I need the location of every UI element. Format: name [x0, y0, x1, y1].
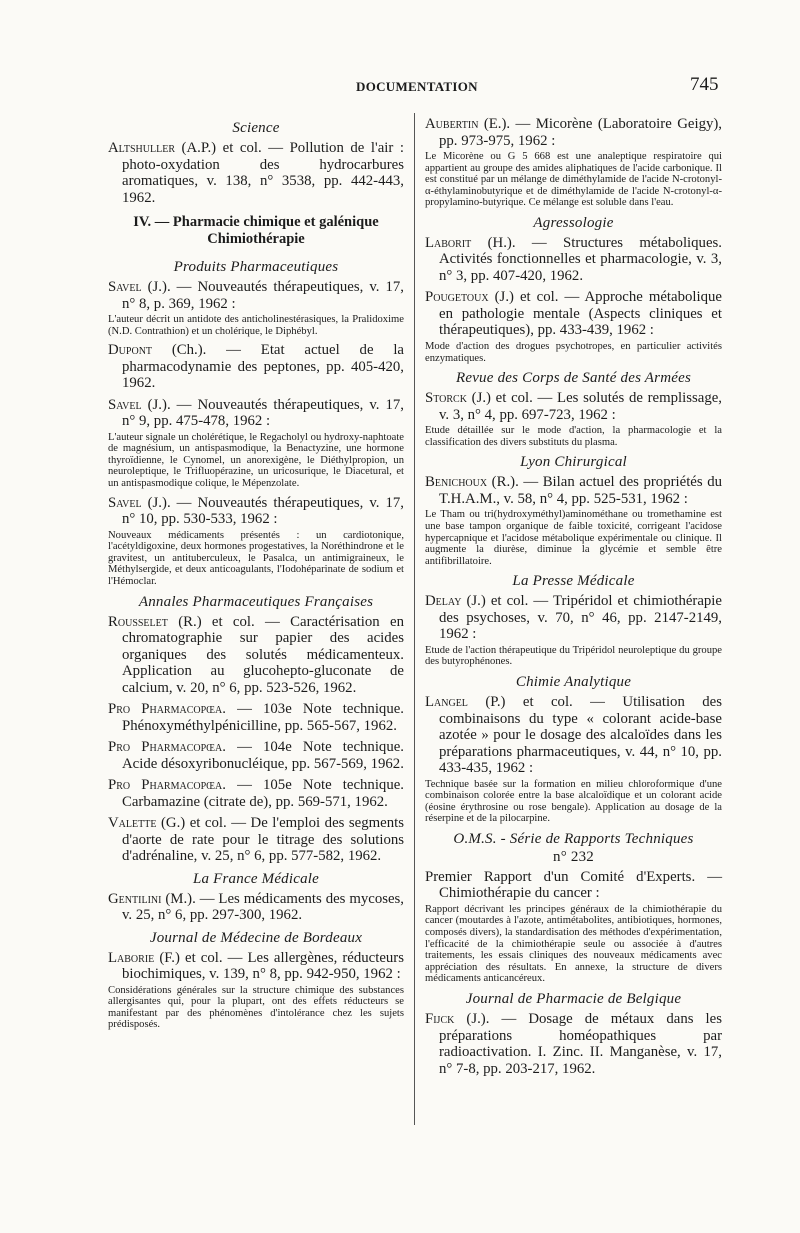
- journal-heading: Science: [232, 120, 280, 136]
- bibliography-entry: [425, 694, 722, 825]
- citation-text: (M.). — Les médicaments des mycoses, v. 25, n° 6, pp. 297-300, 1962.: [122, 890, 404, 924]
- journal-heading: Produits Pharmaceutiques: [173, 259, 339, 275]
- citation-text: (J.). — Nouveautés thérapeutiques, v. 17, n° 9, pp. 475-478, 1962 :: [122, 396, 404, 430]
- citation: [108, 614, 404, 697]
- citation: Premier Rapport d'un Comité d'Experts. — Chimiothérapie du cancer :: [425, 868, 722, 902]
- abstract: Mode d'action des drogues psychotropes, en particulier activités enzymatiques.: [425, 340, 722, 364]
- bibliography-entry: [425, 289, 722, 364]
- bibliography-entry: [108, 777, 404, 810]
- journal-heading: La France Médicale: [192, 870, 320, 887]
- bibliography-entry: [108, 950, 404, 1031]
- citation: [108, 891, 404, 924]
- bibliography-entry: [108, 815, 404, 865]
- abstract: L'auteur décrit un antidote des anticholinestérasiques, la Pralidoxime (N.D. Contrathion) et un cholérique, le Diphébyl.: [108, 314, 404, 337]
- citation-text: (J.) et col. — Approche métabolique en pathologie mentale (Aspects cliniques et thérapeutiques), pp. 433-439, 1962 :: [439, 289, 722, 339]
- abstract: Etude détaillée sur le mode d'action, la pharmacologie et la classification des divers substituts du plasma.: [425, 425, 722, 448]
- author-name: Altshuller: [108, 140, 175, 156]
- author-name: Savel: [108, 279, 142, 295]
- citation-text: (H.). — Structures métaboliques. Activités fonctionnelles et pharmacologie, v. 3, n° 3, pp. 407-420, 1962.: [439, 234, 722, 284]
- author-name: Langel: [425, 694, 468, 710]
- journal-heading-line: n° 232: [553, 848, 594, 865]
- citation: [425, 289, 722, 339]
- citation: [108, 342, 404, 392]
- abstract: Etude de l'action thérapeutique du Tripéridol neuroleptique du groupe des butyrophénones.: [425, 644, 722, 668]
- section-title-line: IV. — Pharmacie chimique et galénique: [133, 214, 379, 230]
- page-number: 745: [690, 74, 719, 95]
- citation: [425, 116, 722, 149]
- author-name: Benichoux: [425, 474, 488, 491]
- journal-heading-line: O.M.S. - Série de Rapports Techniques: [453, 830, 694, 847]
- bibliography-entry: [425, 1011, 722, 1077]
- citation: [425, 235, 722, 285]
- citation-text: (J.) et col. — Tripéridol et chimiothérapie des psychoses, v. 70, n° 46, pp. 2147-2149, 1962 :: [439, 593, 722, 643]
- citation-text: (P.) et col. — Utilisation des combinaisons du type « colorant acide-base azotée » pour le dosage des alcaloïdes dans les préparations pharmaceutiques, v. 44, n° 10, pp. 433-435, 1962 :: [439, 694, 722, 776]
- citation: [425, 1011, 722, 1077]
- author-name: Aubertin: [425, 116, 479, 132]
- author-name: Pro Pharmacopœa: [108, 777, 223, 794]
- bibliography-entry: [108, 614, 404, 697]
- citation: [108, 950, 404, 983]
- author-name: Savel: [108, 494, 142, 511]
- citation: [425, 593, 722, 643]
- bibliography-entry: [108, 739, 404, 772]
- author-name: Gentilini: [108, 890, 162, 907]
- bibliography-entry: [108, 342, 404, 392]
- citation: [108, 815, 404, 865]
- citation-text: . — 105e Note technique. Carbamazine (citrate de), pp. 569-571, 1962.: [122, 777, 404, 810]
- bibliography-entry: [425, 474, 722, 567]
- bibliography-entry: [425, 593, 722, 668]
- page-header: [0, 76, 800, 100]
- citation: [425, 694, 722, 777]
- citation-text: (A.P.) et col. — Pollution de l'air : photo-oxydation des hydrocarbures aromatiques, v. 138, n° 3538, pp. 442-443, 1962.: [122, 140, 404, 206]
- journal-heading: Chimie Analytique: [515, 674, 632, 690]
- citation-text: (J.). — Nouveautés thérapeutiques, v. 17, n° 8, p. 369, 1962 :: [122, 279, 404, 312]
- bibliography-entry: [108, 279, 404, 337]
- citation-text: (F.) et col. — Les allergènes, réducteurs biochimiques, v. 139, n° 8, pp. 942-950, 1962 :: [122, 949, 404, 983]
- citation-text: (R.). — Bilan actuel des propriétés du T.H.A.M., v. 58, n° 4, pp. 525-531, 1962 :: [439, 474, 722, 507]
- citation-text: . — 103e Note technique. Phénoxyméthylpénicilline, pp. 565-567, 1962.: [122, 701, 404, 734]
- column-divider: [414, 113, 415, 1125]
- citation: [108, 279, 404, 312]
- author-name: Dupont: [108, 342, 153, 359]
- author-name: Storck: [425, 390, 467, 407]
- journal-heading: Annales Pharmaceutiques Françaises: [138, 593, 374, 610]
- citation-text: (J.). — Nouveautés thérapeutiques, v. 17, n° 10, pp. 530-533, 1962 :: [122, 494, 404, 528]
- bibliography-entry: [425, 390, 722, 448]
- author-name: Rousselet: [108, 613, 168, 630]
- author-name: Pro Pharmacopœa: [108, 701, 223, 718]
- citation: [108, 739, 404, 772]
- citation-text: (Ch.). — Etat actuel de la pharmacodynamie des peptones, pp. 405-420, 1962.: [122, 342, 404, 392]
- bibliography-entry: [108, 495, 404, 588]
- journal-heading: La Presse Médicale: [512, 573, 635, 590]
- journal-heading: Journal de Pharmacie de Belgique: [465, 991, 682, 1008]
- author-name: Savel: [108, 396, 142, 413]
- journal-heading: Lyon Chirurgical: [520, 454, 627, 471]
- citation: [425, 390, 722, 423]
- journal-heading: [425, 830, 722, 866]
- author-name: Delay: [425, 593, 462, 610]
- citation-text: . — 104e Note technique. Acide désoxyribonucléique, pp. 567-569, 1962.: [122, 739, 404, 772]
- journal-heading: Journal de Médecine de Bordeaux: [149, 929, 363, 946]
- bibliography-entry: [108, 397, 404, 490]
- journal-heading: Revue des Corps de Santé des Armées: [455, 370, 691, 387]
- author-name: Laborie: [108, 949, 155, 966]
- author-name: Valette: [108, 815, 157, 832]
- author-name: Laborit: [425, 234, 472, 251]
- citation-text: (G.) et col. — De l'emploi des segments d'aorte de rate pour le titrage des solutions d'adrénaline, v. 25, n° 6, pp. 577-582, 1962.: [122, 815, 404, 865]
- citation: [108, 701, 404, 734]
- citation-text: (R.) et col. — Caractérisation en chromatographie sur papier des acides organiques des solutés médicamenteux. Application au glucohepto-gluconate de calcium, v. 20, n° 6, pp. 523-526, 1962.: [122, 613, 404, 696]
- abstract: L'auteur signale un cholérétique, le Regacholyl ou hydroxy-naphtoate de magnésium, un antispasmodique, la Benactyzine, une hormone thyroïdienne, le Cynomel, un anorexigène, le Diéthylpropion, un neuroleptique, le Trifluopérazine, un uricosurique, le Diacetural, et un antispasmodique colique, le Mépenzolate.: [108, 431, 404, 490]
- bibliography-entry: [108, 891, 404, 924]
- journal-heading: Agressologie: [533, 214, 614, 231]
- bibliography-entry: [425, 235, 722, 285]
- author-name: Fijck: [425, 1011, 455, 1028]
- bibliography-entry: [425, 869, 722, 985]
- right-column: [425, 116, 722, 1082]
- citation: [108, 140, 404, 206]
- citation-text: (J.). — Dosage de métaux dans les préparations homéopathiques par radioactivation. I. Zinc. II. Manganèse, v. 17, n° 7-8, pp. 203-217, 1962.: [439, 1011, 722, 1077]
- abstract: Considérations générales sur la structure chimique des substances allergisantes qui, pour la plupart, ont des effets réducteurs se manifestant par des phénomènes d'intolérance chez les sujets prédisposés.: [108, 984, 404, 1031]
- abstract: Le Micorène ou G 5 668 est une analeptique respiratoire qui appartient au groupe des amides aliphatiques de l'acide carbonique. Il est constitué par un mélange de diméthylamide de l'acide N-crotonyl-α-éthylaminobutyrique et de diméthylamide de l'acide N-crotonyl-α-propylamino-butyrique. Ce mélange est soluble dans l'eau.: [425, 151, 722, 209]
- section-title-line: Chimiothérapie: [207, 231, 305, 247]
- citation: [425, 474, 722, 507]
- abstract: Nouveaux médicaments présentés : un cardiotonique, l'acétyldigoxine, deux hormones progestatives, la Noréthindrone et le gravitest, un antituberculeux, le Pasalca, un antimigraineux, le Méthylsergide, et deux anticoagulants, l'Iodohéparinate de sodium et l'Hémoclar.: [108, 529, 404, 588]
- citation-text: (E.). — Micorène (Laboratoire Geigy), pp. 973-975, 1962 :: [439, 116, 722, 149]
- citation: [108, 397, 404, 430]
- abstract: Rapport décrivant les principes généraux de la chimiothérapie du cancer (moutardes à l'azote, antimétabolites, antibiotiques, hormones, composés divers), la standardisation des méthodes d'expérimentation, l'efficacité de la chimiothérapie seule ou associée à d'autres traitements, les essais cliniques des nouveaux médicaments avec appréciation des résultats. En annexe, la structure de divers médicaments anticancéreux.: [425, 903, 722, 985]
- bibliography-entry: [108, 701, 404, 734]
- author-name: Pro Pharmacopœa: [108, 739, 223, 756]
- left-column: [108, 116, 404, 1036]
- abstract: Technique basée sur la formation en milieu chloroformique d'une combinaison colorée entre la base alcaloïdique et un colorant acide (éosine érythrosine ou rose bengale). Application au dosage de la réserpine et de la pilocarpine.: [425, 778, 722, 825]
- author-name: Pougetoux: [425, 289, 489, 306]
- bibliography-entry: [108, 140, 404, 206]
- abstract: Le Tham ou tri(hydroxyméthyl)aminométhane ou tromethamine est une base tampon organique de faible toxicité, corrigeant l'acidose hypercapnique et l'acidose métabolique expérimentale ou clinique. Il augmente la diurèse, diminue la glycémie et semble être antifibrillatoire.: [425, 509, 722, 567]
- citation: [108, 777, 404, 810]
- section-title: [108, 214, 404, 248]
- citation: [108, 495, 404, 528]
- bibliography-entry: [425, 116, 722, 209]
- running-title: DOCUMENTATION: [356, 79, 478, 94]
- citation-text: (J.) et col. — Les solutés de remplissage, v. 3, n° 4, pp. 697-723, 1962 :: [439, 390, 722, 423]
